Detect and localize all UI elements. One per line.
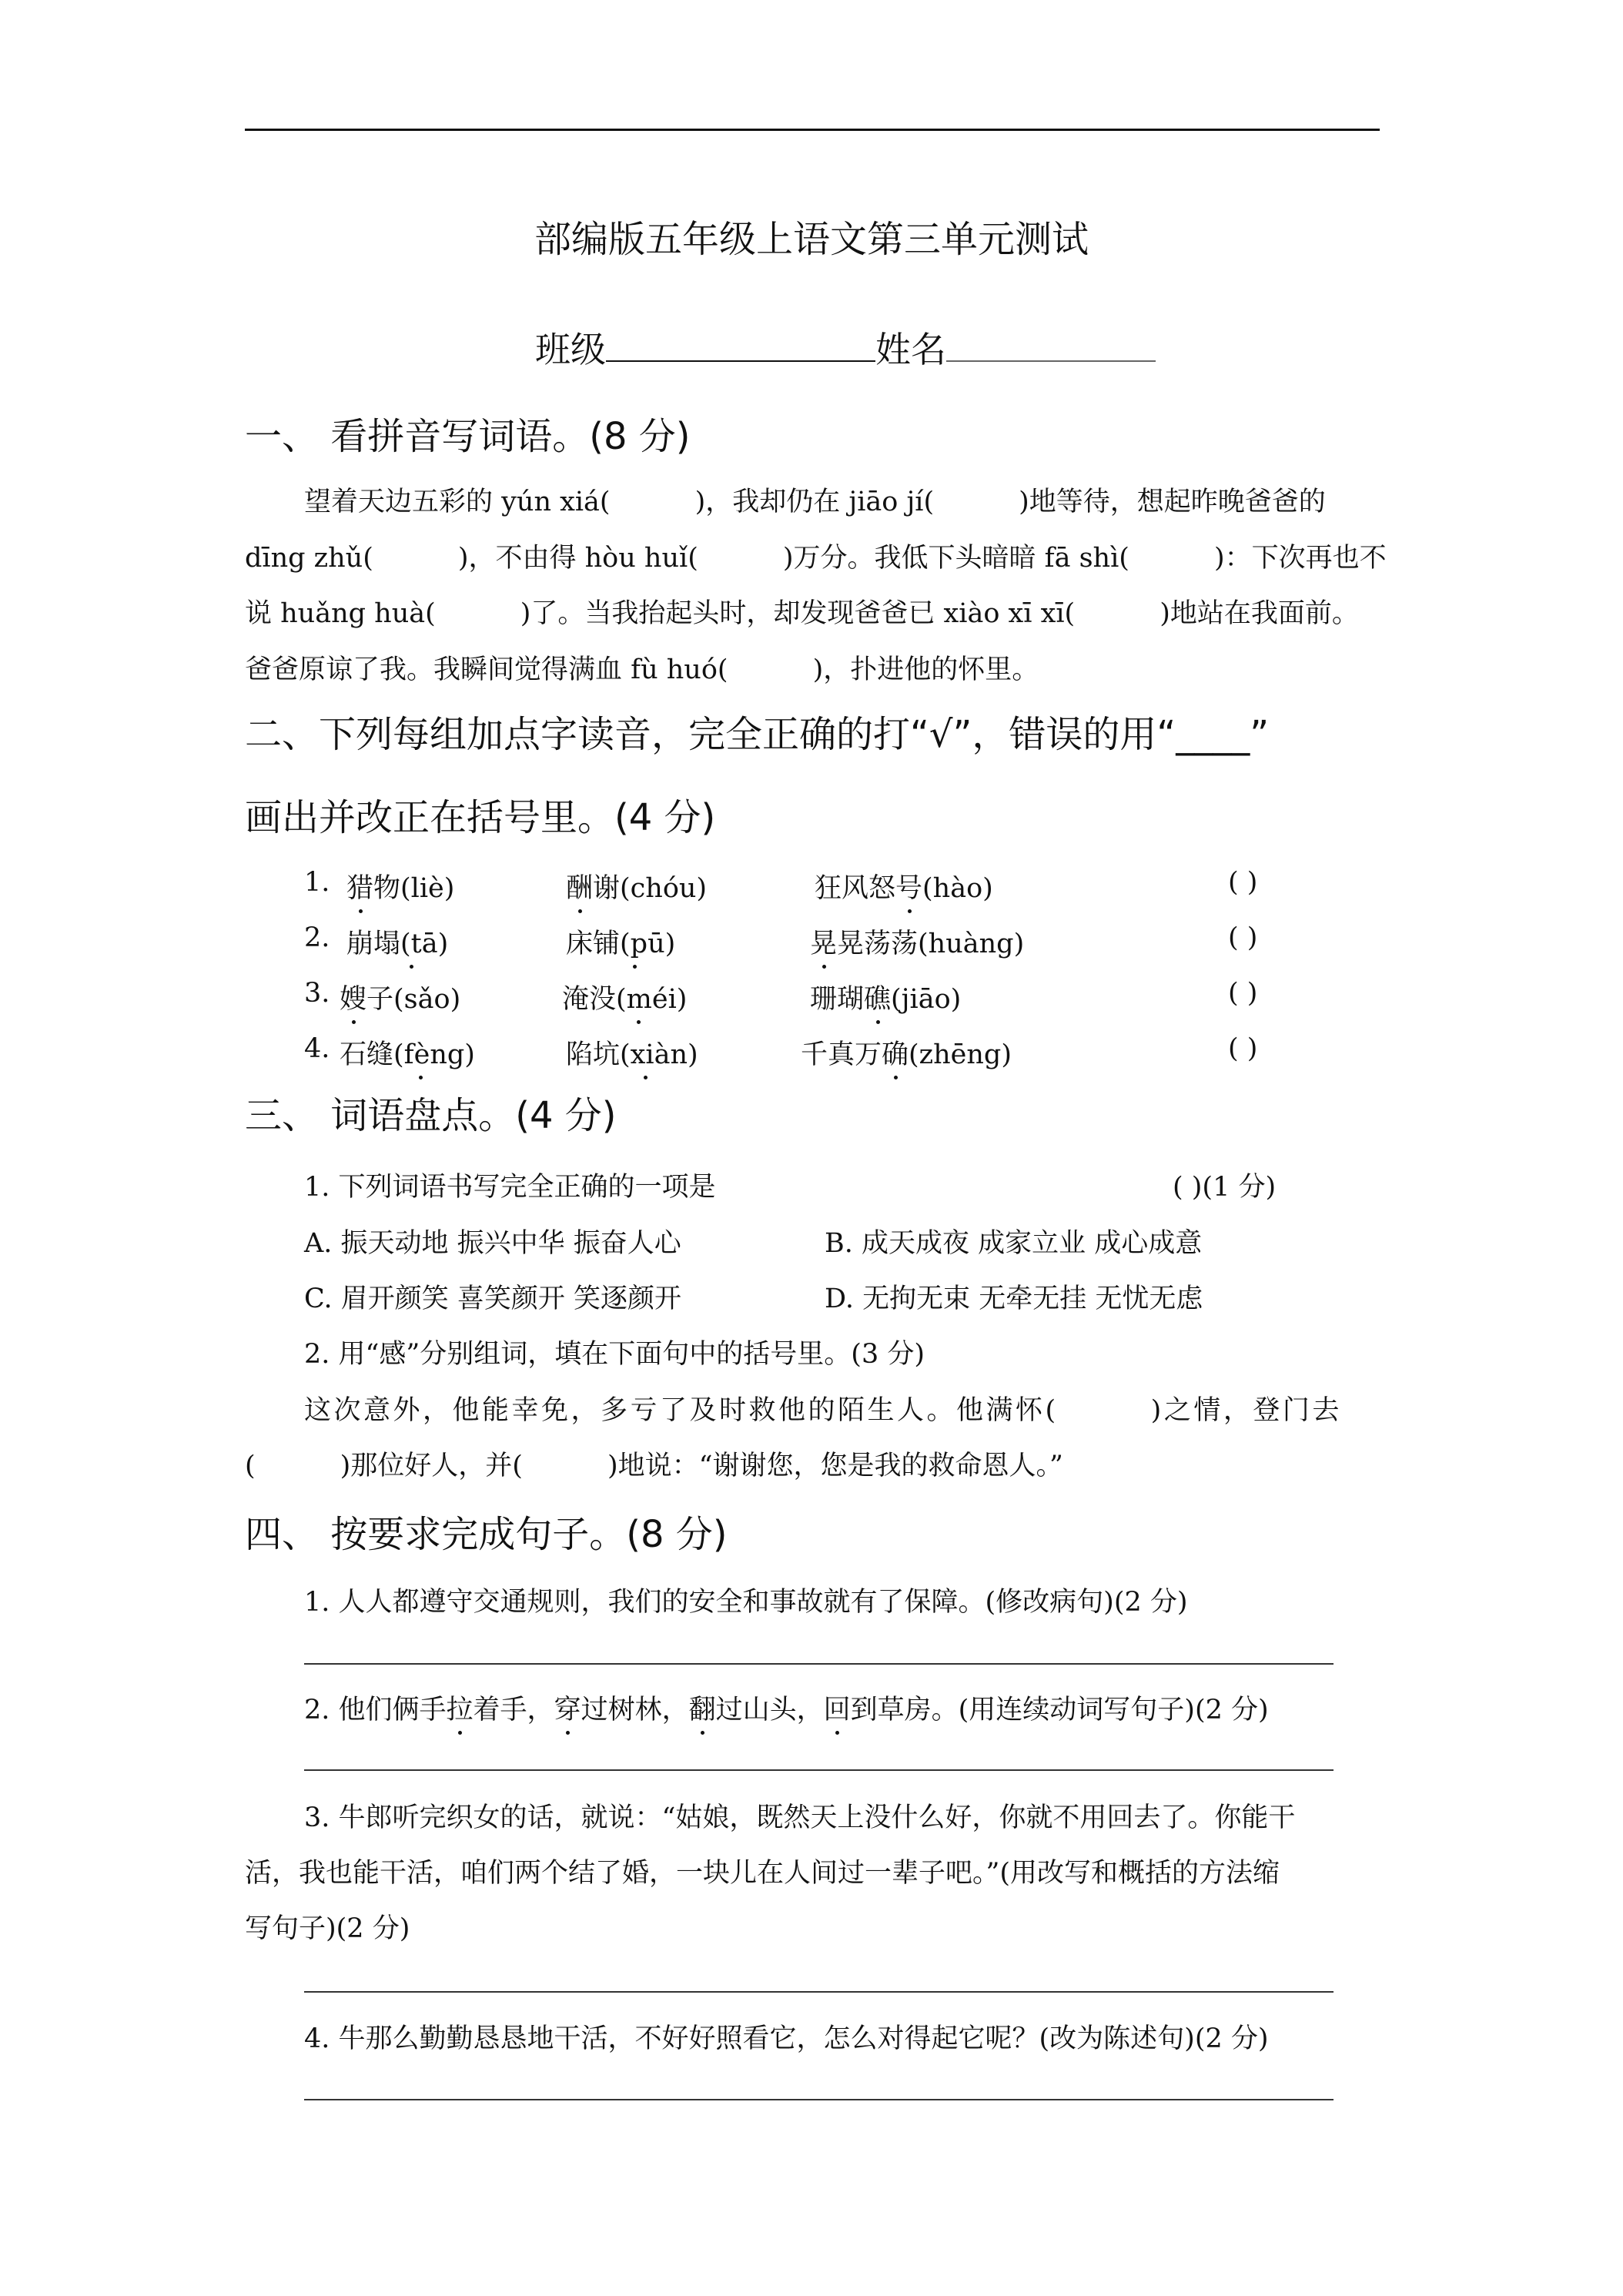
dotted-char: 拉 bbox=[447, 1689, 474, 1727]
dotted-char: 回 bbox=[824, 1689, 851, 1727]
sec4-q3-line-1: 3. 牛郎听完织女的话，就说：“姑娘，既然天上没什么好，你就不用回去了。你能干 bbox=[304, 1802, 1296, 1833]
class-label: 班级 bbox=[535, 329, 606, 370]
word-a bbox=[340, 978, 460, 1016]
word-rest: 物(liè) bbox=[373, 873, 455, 904]
word-b bbox=[566, 922, 675, 961]
text: )了。当我抬起头时，却发现爸爸已 xiào xī xī( bbox=[520, 598, 1076, 629]
word-start: 淹 bbox=[562, 984, 590, 1015]
answer-paren[interactable]: ( ) bbox=[1228, 1033, 1258, 1064]
text: )万分。我低下头暗暗 fā shì( bbox=[782, 543, 1129, 574]
sec3-q1: 1. 下列词语书写完全正确的一项是 bbox=[304, 1172, 716, 1203]
item-number: 2. bbox=[304, 922, 330, 953]
text: 过山头， bbox=[715, 1695, 824, 1725]
page-title: 部编版五年级上语文第三单元测试 bbox=[534, 218, 1089, 261]
word-end: (hào) bbox=[922, 873, 993, 904]
dotted-char: 塌(tā) bbox=[373, 922, 448, 961]
dotted-char: 翻 bbox=[689, 1689, 716, 1727]
sec4-q1: 1. 人人都遵守交通规则，我们的安全和事故就有了保障。(修改病句)(2 分) bbox=[304, 1587, 1188, 1618]
option-b[interactable]: B. 成天成夜 成家立业 成心成意 bbox=[825, 1228, 1203, 1259]
text: )地站在我面前。 bbox=[1160, 598, 1359, 629]
word-a bbox=[346, 867, 454, 905]
word-end: (zhēng) bbox=[909, 1039, 1012, 1070]
sec1-line-3 bbox=[245, 592, 1359, 631]
text: 2. 他们俩手 bbox=[304, 1695, 447, 1725]
word-b bbox=[566, 867, 707, 905]
text: )地说：“谢谢您，您是我的救命恩人。” bbox=[607, 1451, 1063, 1481]
text: )：下次再也不 bbox=[1213, 543, 1387, 574]
section-2-heading-line-2: 画出并改正在括号里。(4 分) bbox=[245, 796, 716, 839]
dotted-char: 晃 bbox=[810, 922, 837, 961]
text: 望着天边五彩的 yún xiá( bbox=[304, 487, 611, 517]
item-number: 4. bbox=[304, 1033, 330, 1064]
answer-line[interactable] bbox=[304, 1663, 1334, 1665]
text: )，我却仍在 jiāo jí( bbox=[694, 487, 935, 517]
answer-paren[interactable]: ( ) bbox=[1228, 978, 1258, 1009]
sec4-q3-line-2: 活，我也能干活，咱们两个结了婚，一块儿在人间过一辈子吧。”(用改写和概括的方法缩 bbox=[245, 1858, 1280, 1889]
text: )那位好人，并( bbox=[340, 1451, 523, 1481]
name-label: 姓名 bbox=[875, 329, 946, 370]
text: ( bbox=[245, 1451, 256, 1481]
word-c bbox=[810, 922, 1024, 961]
text: 到草房。(用连续动词写句子)(2 分) bbox=[850, 1695, 1269, 1725]
dotted-char: 确 bbox=[882, 1033, 909, 1072]
word-start: 陷 bbox=[566, 1039, 594, 1070]
sec3-q1-answer-paren[interactable]: ( )(1 分) bbox=[1173, 1172, 1277, 1203]
sec4-q3-line-3: 写句子)(2 分) bbox=[245, 1913, 410, 1944]
dotted-char: 铺(pū) bbox=[593, 922, 675, 961]
class-blank[interactable] bbox=[606, 333, 875, 362]
option-a[interactable]: A. 振天动地 振兴中华 振奋人心 bbox=[304, 1228, 681, 1259]
sec1-line-4 bbox=[245, 648, 1039, 687]
sec3-q2-line-1 bbox=[304, 1389, 1342, 1427]
word-b bbox=[562, 978, 687, 1016]
word-rest: 晃荡荡(huàng) bbox=[837, 929, 1025, 959]
word-start: 崩 bbox=[346, 929, 374, 959]
section-1-heading: 一、 看拼音写词语。(8 分) bbox=[245, 415, 691, 458]
word-start: 狂风怒 bbox=[815, 873, 896, 904]
sec4-q4: 4. 牛那么勤勤恳恳地干活，不好好照看它，怎么对得起它呢？(改为陈述句)(2 分) bbox=[304, 2023, 1269, 2054]
dotted-char: 号 bbox=[895, 867, 922, 905]
text: 这次意外，他能幸免，多亏了及时救他的陌生人。他满怀( bbox=[304, 1395, 1059, 1426]
word-start: 石 bbox=[340, 1039, 367, 1070]
word-rest: 谢(chóu) bbox=[593, 873, 708, 904]
sec4-q2 bbox=[304, 1689, 1269, 1727]
text: )之情，登门去 bbox=[1150, 1395, 1342, 1426]
sec1-line-1 bbox=[304, 480, 1326, 519]
dotted-char: 穿 bbox=[554, 1689, 581, 1727]
answer-line[interactable] bbox=[304, 2099, 1334, 2100]
answer-paren[interactable]: ( ) bbox=[1228, 922, 1258, 953]
dotted-char: 猎 bbox=[346, 867, 373, 905]
dotted-char: 缝(fèng) bbox=[366, 1033, 475, 1072]
dotted-char: 嫂 bbox=[340, 978, 366, 1016]
section-2-heading-line-1: 二、下列每组加点字读音，完全正确的打“√”，错误的用“____” bbox=[245, 713, 1270, 756]
dotted-char: 坑(xiàn) bbox=[593, 1033, 698, 1072]
word-start: 床 bbox=[566, 929, 594, 959]
text: )，不由得 hòu huǐ( bbox=[457, 543, 698, 574]
word-a bbox=[340, 1033, 475, 1072]
word-start: 珊瑚 bbox=[810, 984, 865, 1015]
class-name-row bbox=[535, 322, 1156, 373]
sec3-q2: 2. 用“感”分别组词，填在下面句中的括号里。(3 分) bbox=[304, 1339, 925, 1370]
word-c bbox=[810, 978, 961, 1016]
text: 着手， bbox=[473, 1695, 554, 1725]
word-a bbox=[346, 922, 448, 961]
text: 说 huǎng huà( bbox=[245, 598, 436, 629]
text: )地等待，想起昨晚爸爸的 bbox=[1019, 487, 1326, 517]
word-c bbox=[815, 867, 993, 905]
word-b bbox=[566, 1033, 698, 1072]
dotted-char: 礁 bbox=[864, 978, 891, 1016]
section-4-heading: 四、 按要求完成句子。(8 分) bbox=[245, 1513, 728, 1556]
word-end: (jiāo) bbox=[891, 984, 962, 1015]
answer-line[interactable] bbox=[304, 1991, 1334, 1993]
item-number: 3. bbox=[304, 978, 330, 1009]
text: 过树林， bbox=[581, 1695, 689, 1725]
sec3-q2-line-2 bbox=[245, 1444, 1063, 1483]
dotted-char: 没(méi) bbox=[589, 978, 687, 1016]
option-c[interactable]: C. 眉开颜笑 喜笑颜开 笑逐颜开 bbox=[304, 1284, 682, 1314]
sec1-line-2 bbox=[245, 537, 1387, 575]
answer-paren[interactable]: ( ) bbox=[1228, 867, 1258, 898]
dotted-char: 酬 bbox=[566, 867, 593, 905]
text: 爸爸原谅了我。我瞬间觉得满血 fù huó( bbox=[245, 654, 728, 685]
item-number: 1. bbox=[304, 867, 330, 898]
word-c bbox=[801, 1033, 1012, 1072]
name-blank[interactable] bbox=[946, 333, 1156, 362]
text: dīng zhǔ( bbox=[245, 543, 373, 574]
top-rule bbox=[245, 129, 1380, 131]
word-rest: 子(sǎo) bbox=[366, 984, 461, 1015]
option-d[interactable]: D. 无拘无束 无牵无挂 无忧无虑 bbox=[825, 1284, 1203, 1314]
section-3-heading: 三、 词语盘点。(4 分) bbox=[245, 1094, 617, 1137]
word-start: 千真万 bbox=[801, 1039, 882, 1070]
answer-line[interactable] bbox=[304, 1769, 1334, 1771]
text: )，扑进他的怀里。 bbox=[812, 654, 1039, 685]
